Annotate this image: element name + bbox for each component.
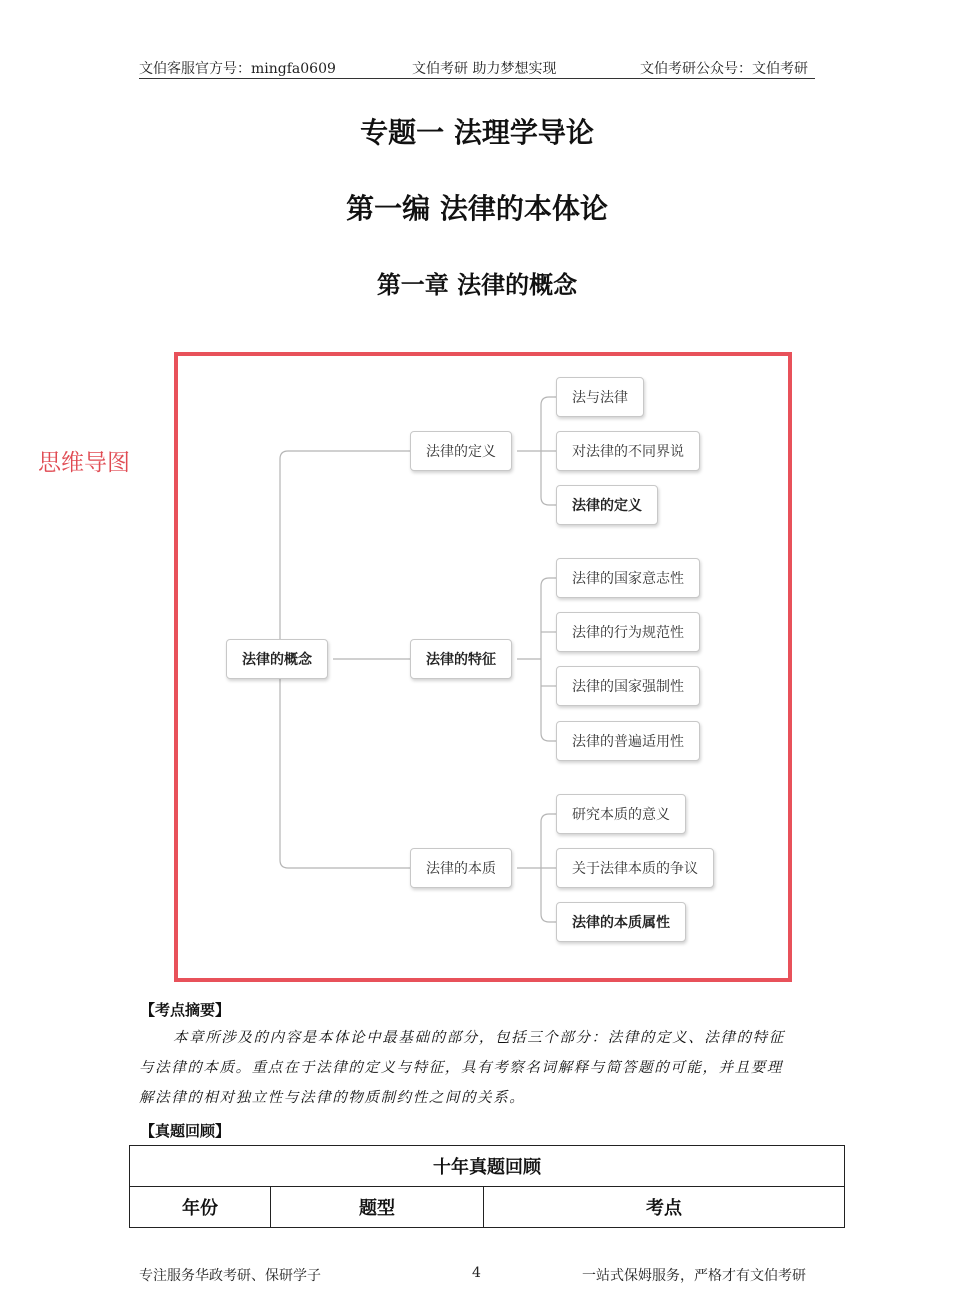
mindmap-leaf: 法律的国家强制性 [556, 666, 700, 706]
mindmap-leaf: 法律的普遍适用性 [556, 721, 700, 761]
header-left: 文伯客服官方号：mingfa0609 [139, 61, 336, 77]
footer-right: 一站式保姆服务，严格才有文伯考研 [582, 1268, 806, 1284]
mindmap-leaf: 法与法律 [556, 377, 644, 417]
summary-paragraph [139, 1023, 817, 1113]
mindmap-branch-definition: 法律的定义 [410, 431, 512, 471]
review-col-point: 考点 [484, 1187, 845, 1228]
summary-heading: 【考点摘要】 [140, 1001, 231, 1019]
header-right: 文伯考研公众号：文伯考研 [640, 61, 808, 77]
footer-left: 专注服务华政考研、保研学子 [139, 1268, 321, 1284]
review-col-year: 年份 [130, 1187, 271, 1228]
mindmap-branch-essence: 法律的本质 [410, 848, 512, 888]
page-number: 4 [472, 1265, 481, 1281]
mindmap-leaf: 法律的本质属性 [556, 902, 686, 942]
mindmap-leaf: 关于法律本质的争议 [556, 848, 714, 888]
chapter-title: 第一章 法律的概念 [376, 271, 578, 299]
mindmap-side-label: 思维导图 [38, 450, 130, 476]
review-table [129, 1145, 845, 1228]
review-heading: 【真题回顾】 [140, 1122, 231, 1140]
mindmap-root-node: 法律的概念 [226, 639, 328, 679]
mindmap-leaf: 法律的行为规范性 [556, 612, 700, 652]
summary-line: 本章所涉及的内容是本体论中最基础的部分，包括三个部分：法律的定义、法律的特征 [173, 1030, 785, 1046]
mindmap-leaf: 研究本质的意义 [556, 794, 686, 834]
summary-line: 与法律的本质。重点在于法律的定义与特征，具有考察名词解释与简答题的可能，并且要理 [139, 1060, 783, 1076]
review-col-type: 题型 [271, 1187, 484, 1228]
summary-line: 解法律的相对独立性与法律的物质制约性之间的关系。 [139, 1090, 526, 1106]
part-title: 第一编 法律的本体论 [346, 192, 608, 225]
review-table-title: 十年真题回顾 [130, 1146, 845, 1187]
topic-title: 专题一 法理学导论 [360, 116, 594, 149]
header-center: 文伯考研 助力梦想实现 [412, 61, 557, 77]
mindmap-leaf: 法律的国家意志性 [556, 558, 700, 598]
mindmap-leaf: 对法律的不同界说 [556, 431, 700, 471]
mindmap-leaf: 法律的定义 [556, 485, 658, 525]
mindmap-branch-features: 法律的特征 [410, 639, 512, 679]
